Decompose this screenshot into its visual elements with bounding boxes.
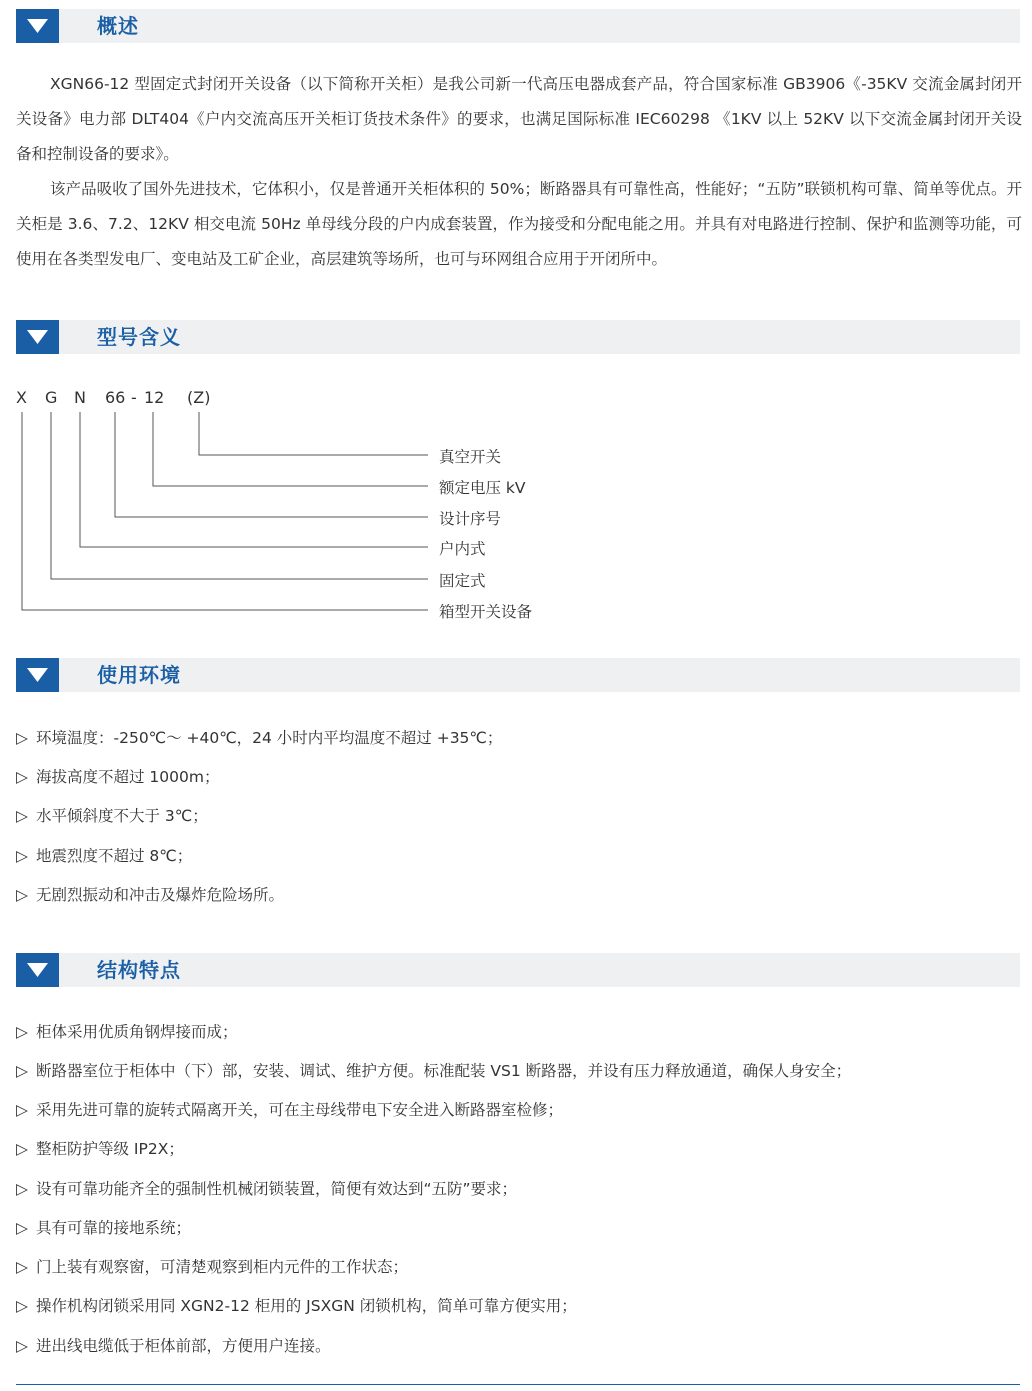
- triangle-down-icon: [27, 963, 48, 977]
- triangle-right-icon: ▷: [16, 807, 28, 825]
- list-item: ▷ 操作机构闭锁采用同 XGN2-12 柜用的 JSXGN 闭锁机构，简单可靠方便实用；: [16, 1297, 577, 1315]
- triangle-right-icon: ▷: [16, 1023, 28, 1041]
- model-code-part: G: [45, 388, 58, 407]
- list-item: ▷ 整柜防护等级 IP2X；: [16, 1140, 184, 1158]
- section-title: 型号含义: [97, 325, 181, 349]
- model-label: 设计序号: [439, 510, 502, 528]
- model-code-part: 66: [105, 388, 126, 407]
- triangle-right-icon: ▷: [16, 1337, 28, 1355]
- triangle-right-icon: ▷: [16, 1258, 28, 1276]
- triangle-right-icon: ▷: [16, 1140, 28, 1158]
- triangle-right-icon: ▷: [16, 1297, 28, 1315]
- triangle-right-icon: ▷: [16, 1180, 28, 1198]
- model-label: 真空开关: [439, 448, 502, 466]
- model-diagram-lines: [0, 0, 1032, 640]
- list-item: ▷ 无剧烈振动和冲击及爆炸危险场所。: [16, 886, 285, 904]
- model-label: 箱型开关设备: [439, 603, 533, 621]
- list-item: ▷ 采用先进可靠的旋转式隔离开关，可在主母线带电下安全进入断路器室检修；: [16, 1101, 564, 1119]
- collapse-toggle[interactable]: [16, 658, 59, 692]
- model-code-part: 12: [144, 388, 165, 407]
- list-item: ▷ 具有可靠的接地系统；: [16, 1219, 192, 1237]
- list-item: ▷ 断路器室位于柜体中（下）部，安装、调试、维护方便。标准配装 VS1 断路器，并设有压力释放通道，确保人身安全；: [16, 1062, 852, 1080]
- model-code-part: (Z): [187, 388, 211, 407]
- list-item: ▷ 环境温度：-250℃～ +40℃，24 小时内平均温度不超过 +35℃；: [16, 729, 503, 747]
- triangle-right-icon: ▷: [16, 729, 28, 747]
- triangle-right-icon: ▷: [16, 1101, 28, 1119]
- section-title: 结构特点: [97, 958, 181, 982]
- list-item: ▷ 门上装有观察窗，可清楚观察到柜内元件的工作状态；: [16, 1258, 409, 1276]
- model-label: 额定电压 kV: [439, 479, 526, 497]
- model-code-part: N: [74, 388, 86, 407]
- triangle-right-icon: ▷: [16, 886, 28, 904]
- section-header-environment: [16, 658, 1020, 692]
- model-label: 固定式: [439, 572, 486, 590]
- list-item: ▷ 设有可靠功能齐全的强制性机械闭锁装置，简便有效达到“五防”要求；: [16, 1180, 518, 1198]
- collapse-toggle[interactable]: [16, 953, 59, 987]
- list-item: ▷ 柜体采用优质角钢焊接而成；: [16, 1023, 238, 1041]
- list-item: ▷ 进出线电缆低于柜体前部，方便用户连接。: [16, 1337, 331, 1355]
- section-title: 概述: [97, 14, 139, 38]
- list-item: ▷ 海拔高度不超过 1000m；: [16, 768, 220, 786]
- section-header-structure: [16, 953, 1020, 987]
- triangle-down-icon: [27, 668, 48, 682]
- model-code-part: X: [16, 388, 27, 407]
- overview-paragraph-2: 该产品吸收了国外先进技术，它体积小，仅是普通开关柜体积的 50%；断路器具有可靠性高，性能好；“五防”联锁机构可靠、简单等优点。开关柜是 3.6、7.2、12KV 相交电流 50Hz 单母线分段的户内成套装置，作为接受和分配电能之用。并具有对电路进行控制、保护和监测等功能，可使用在各类型发电厂、变电站及工矿企业，高层建筑等场所，也可与环网组合应用于开闭所中。: [16, 180, 1022, 268]
- overview-paragraph-1: XGN66-12 型固定式封闭开关设备（以下简称开关柜）是我公司新一代高压电器成套产品，符合国家标准 GB3906《-35KV 交流金属封闭开关设备》电力部 DLT404《户内交流高压开关柜订货技术条件》的要求，也满足国际标准 IEC60298 《1KV 以上 52KV 以下交流金属封闭开关设备和控制设备的要求》。: [16, 75, 1022, 163]
- bottom-divider: [16, 1384, 1020, 1385]
- model-code-part: -: [131, 388, 137, 407]
- triangle-right-icon: ▷: [16, 847, 28, 865]
- section-title: 使用环境: [97, 663, 181, 687]
- model-label: 户内式: [439, 540, 486, 558]
- triangle-right-icon: ▷: [16, 1062, 28, 1080]
- triangle-right-icon: ▷: [16, 1219, 28, 1237]
- list-item: ▷ 水平倾斜度不大于 3℃；: [16, 807, 208, 825]
- list-item: ▷ 地震烈度不超过 8℃；: [16, 847, 193, 865]
- triangle-right-icon: ▷: [16, 768, 28, 786]
